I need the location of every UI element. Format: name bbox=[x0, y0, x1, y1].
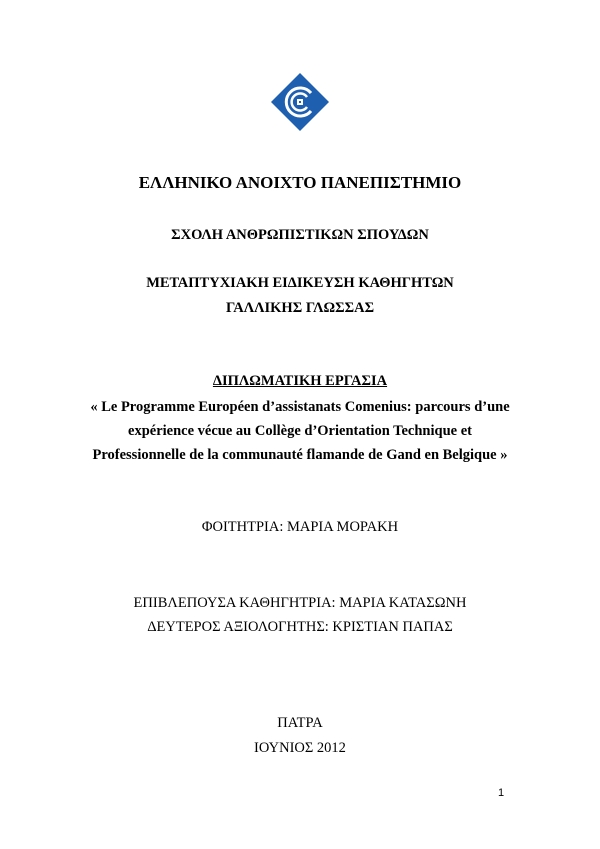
second-examiner-name: ΔΕΥΤΕΡΟΣ ΑΞΙΟΛΟΓΗΤΗΣ: ΚΡΙΣΤΙΑΝ ΠΑΠΑΣ bbox=[147, 619, 453, 635]
program-name-line1: ΜΕΤΑΠΤΥΧΙΑΚΗ ΕΙΔΙΚΕΥΣΗ ΚΑΘΗΓΗΤΩΝ bbox=[146, 275, 454, 291]
university-seal-icon bbox=[270, 72, 330, 132]
thesis-title-line1: « Le Programme Européen d’assistanats Comenius: parcours d’une bbox=[90, 399, 510, 415]
program-name-line2: ΓΑΛΛΙΚΗΣ ΓΛΩΣΣΑΣ bbox=[225, 300, 375, 316]
school-name: ΣΧΟΛΗ ΑΝΘΡΩΠΙΣΤΙΚΩΝ ΣΠΟΥΔΩΝ bbox=[171, 227, 429, 243]
page-number: 1 bbox=[498, 787, 505, 799]
thesis-title-line3: Professionnelle de la communauté flamande de Gand en Belgique » bbox=[92, 447, 508, 463]
date: ΙΟΥΝΙΟΣ 2012 bbox=[254, 740, 346, 756]
thesis-title-line2: expérience vécue au Collège d’Orientation Technique et bbox=[128, 423, 472, 439]
city: ΠΑΤΡΑ bbox=[277, 715, 323, 731]
supervisor-name: ΕΠΙΒΛΕΠΟΥΣΑ ΚΑΘΗΓΗΤΡΙΑ: ΜΑΡΙΑ ΚΑΤΑΣΩΝΗ bbox=[133, 595, 467, 611]
student-name: ΦΟΙΤΗΤΡΙΑ: ΜΑΡΙΑ ΜΟΡΑΚΗ bbox=[201, 519, 399, 535]
university-name: ΕΛΛΗΝΙΚΟ ΑΝΟΙΧΤΟ ΠΑΝΕΠΙΣΤΗΜΙΟ bbox=[138, 173, 462, 192]
thesis-label: ΔΙΠΛΩΜΑΤΙΚΗ ΕΡΓΑΣΙΑ bbox=[212, 373, 388, 389]
